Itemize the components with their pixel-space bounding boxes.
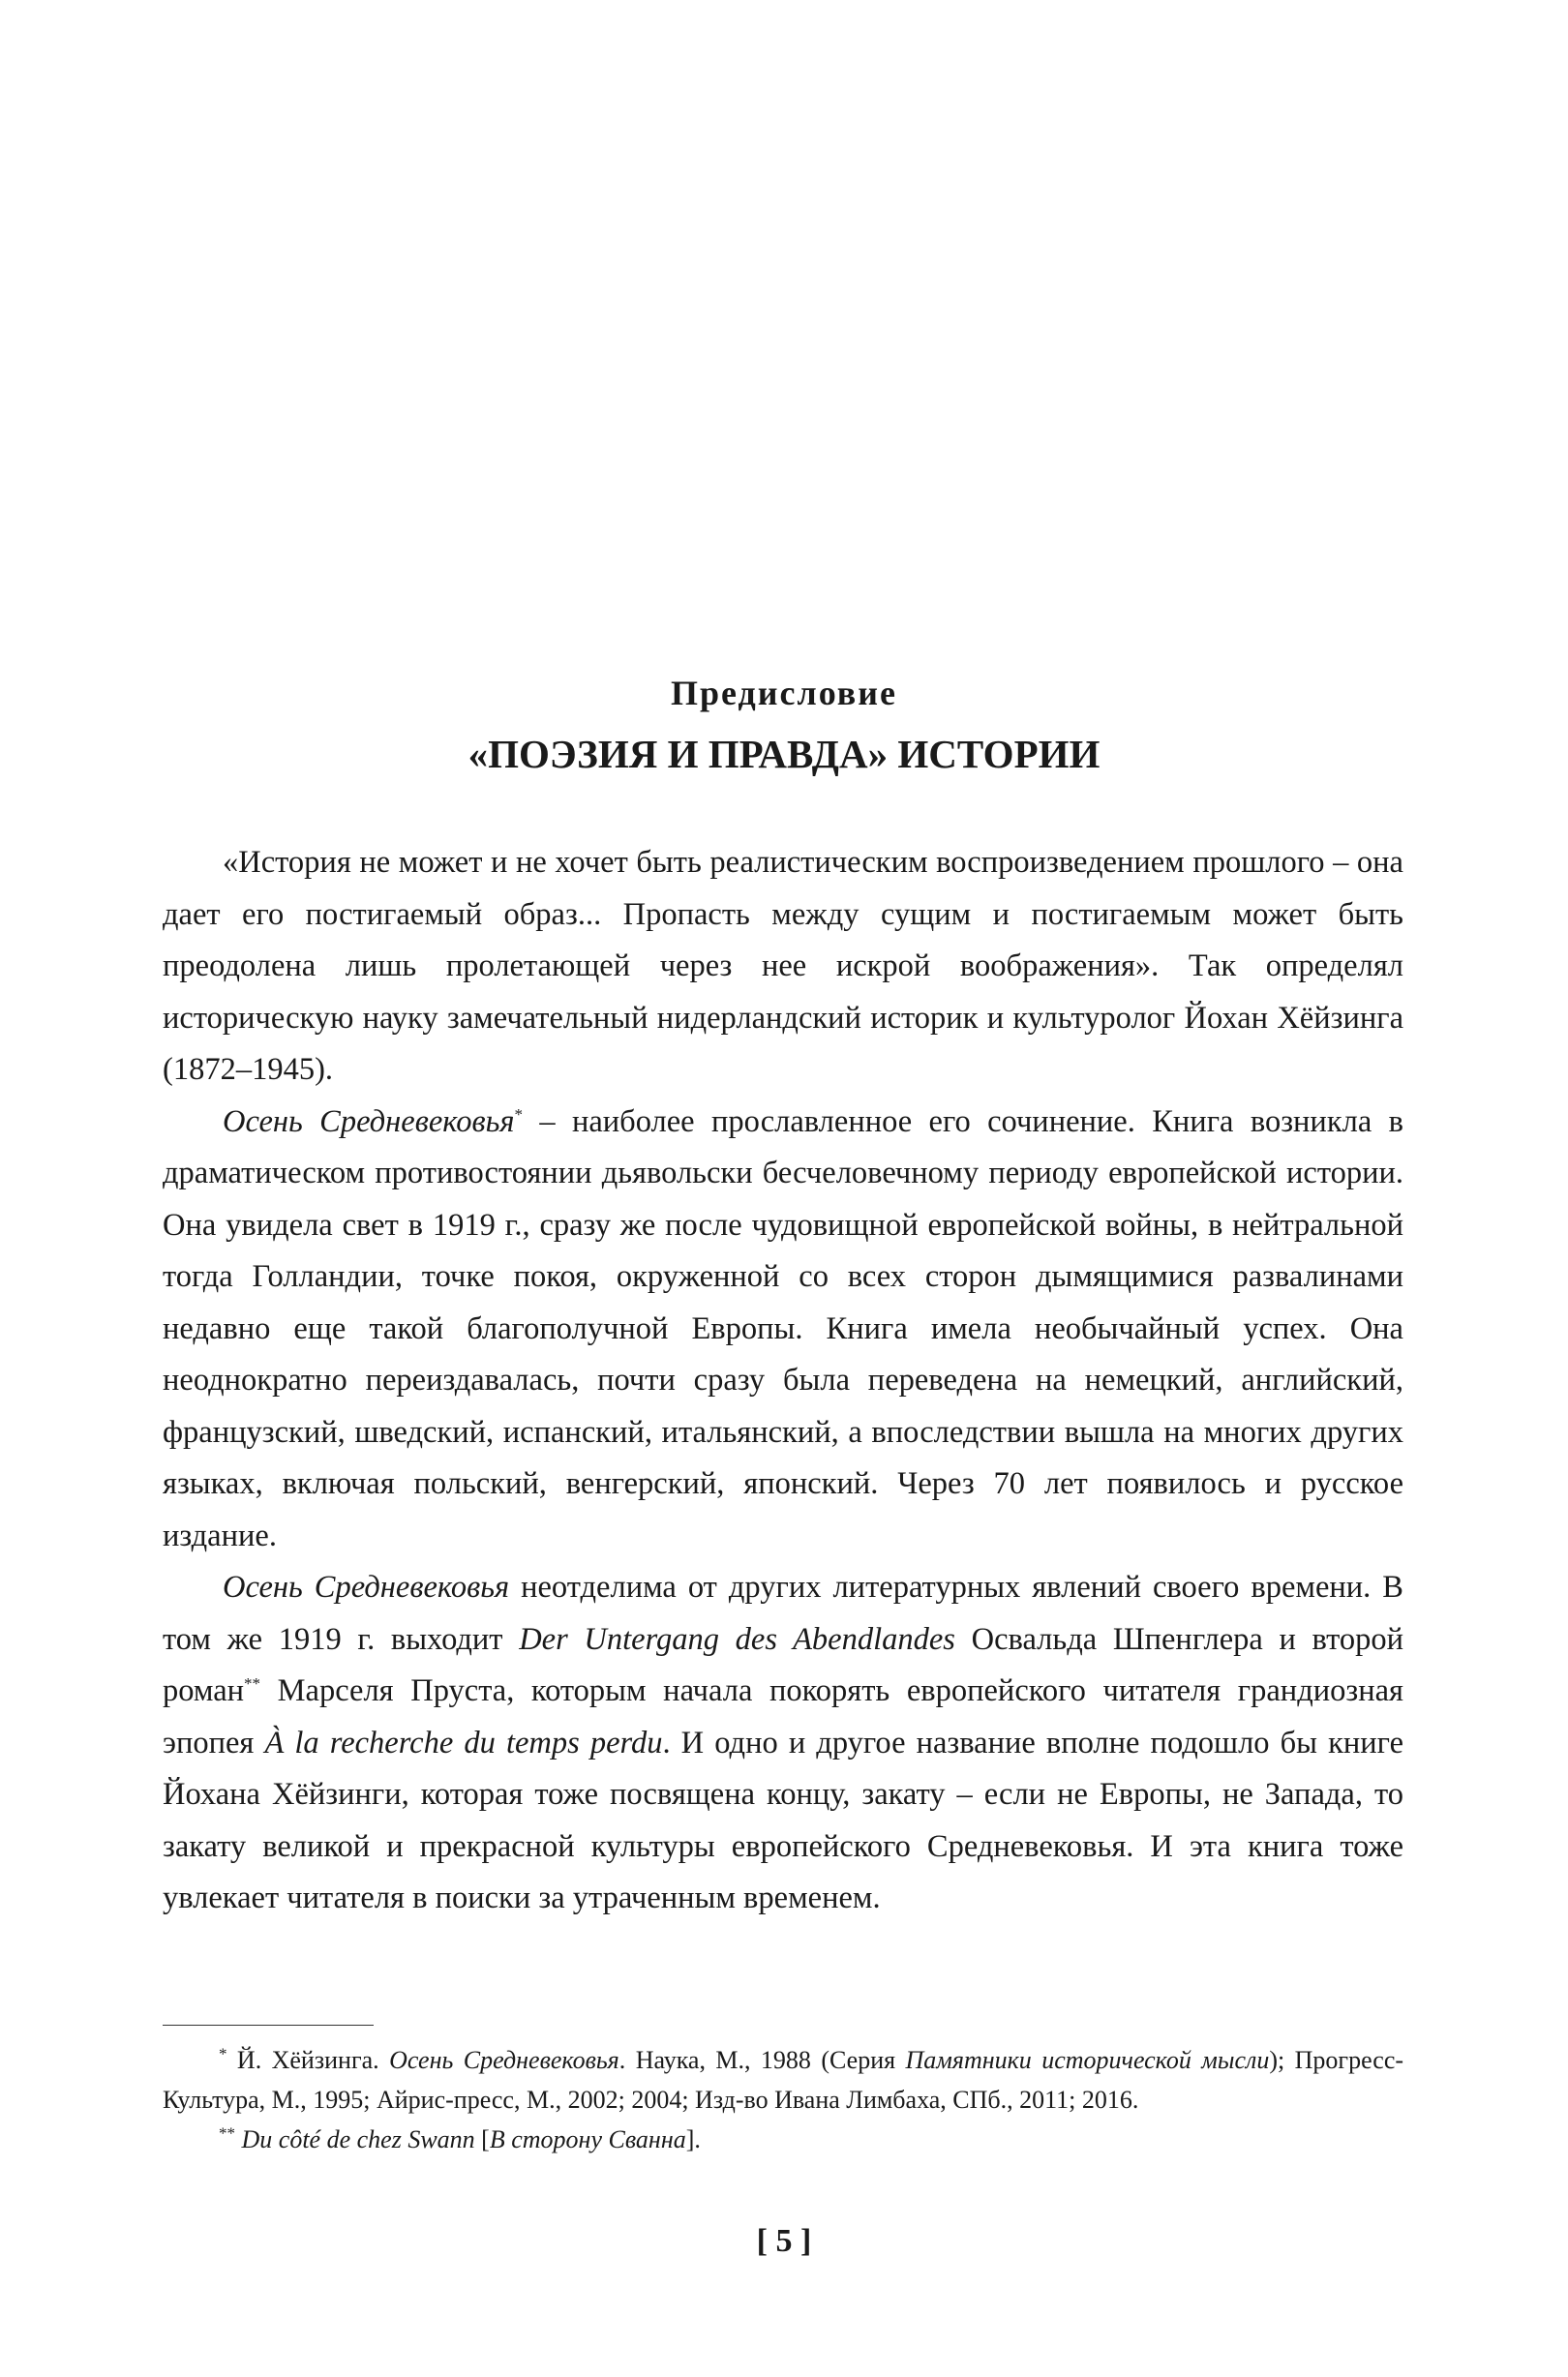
footnote-1-text-b: . Наука, М., 1988 (Серия [618, 2046, 906, 2074]
footnote-2-translation: В сторону Сванна [489, 2125, 686, 2153]
paragraph-3-text-b: Освальда Шпенглера и второй роман [163, 1621, 1403, 1708]
footnotes [163, 2040, 1403, 2159]
spengler-title-italic: Der Untergang des Abendlandes [519, 1621, 955, 1657]
footnote-1-title: Осень Средневековья [389, 2046, 619, 2074]
paragraph-3 [163, 1562, 1403, 1925]
footnote-2-text-b: ]. [685, 2125, 701, 2153]
footnote-1-series: Памятники исторической мысли [905, 2046, 1270, 2074]
book-title-italic: Осень Средневековья [223, 1570, 510, 1605]
footnote-2-title: Du côté de chez Swann [241, 2125, 475, 2153]
footnote-ref-2[interactable]: ** [244, 1674, 261, 1694]
proust-title-italic: À la recherche du temps perdu [264, 1725, 663, 1760]
footnote-2 [163, 2120, 1403, 2159]
body-text [163, 837, 1403, 1925]
footnote-divider [163, 2025, 374, 2026]
footnote-2-mark: ** [219, 2123, 235, 2143]
section-kicker: Предисловие [671, 674, 897, 712]
paragraph-1: «История не может и не хочет быть реалистическим воспроизведением прошлого – она дает его постигаемый образ... Пропасть между сущим и постигаемым может быть преодолена лишь пролетающей через нее искрой воображения». Так определял историческую науку замечательный нидерландский историк и культуролог Йохан Хёйзинга (1872–1945). [163, 845, 1403, 1087]
footnote-1-text-c: ); Прогресс-Культура, М., 1995; Айрис-пресс, М., 2002; 2004; Изд-во Ивана Лимбаха, СПб., 2011; 2016. [163, 2046, 1404, 2114]
paragraph-2-text: – наиболее прославленное его сочинение. Книга возникла в драматическом противостоянии дьявольски бесчеловечному периоду европейской истории. Она увидела свет в 1919 г., сразу же после чудовищной европейской войны, в нейтральной тогда Голландии, точке покоя, окруженной со всех сторон дымящимися развалинами недавно еще такой благополучной Европы. Книга имела необычайный успех. Она неоднократно переиздавалась, почти сразу была переведена на немецкий, английский, французский, шведский, испанский, итальянский, а впоследствии вышла на многих других языках, включая польский, венгерский, японский. Через 70 лет появилось и русское издание. [163, 1103, 1403, 1553]
page-number: [ 5 ] [756, 2223, 812, 2259]
paragraph-2 [163, 1097, 1403, 1563]
footnote-1 [163, 2040, 1403, 2120]
paragraph-3-text-c: Марселя Пруста, которым начала покорять европейского читателя грандиозная эпопея [163, 1673, 1403, 1760]
paragraph-3-text-d: . И одно и другое название вполне подошло бы книге Йохана Хёйзинги, которая тоже посвящена концу, закату – если не Европы, не Запада, то закату великой и прекрасной культуры европейского Средневековья. И эта книга тоже увлекает читателя в поиски за утраченным временем. [163, 1725, 1403, 1915]
footnote-1-mark: * [219, 2044, 227, 2063]
chapter-title: «ПОЭЗИЯ И ПРАВДА» ИСТОРИИ [467, 732, 1101, 776]
footnote-ref-1[interactable]: * [514, 1104, 523, 1124]
footnote-2-text-a: [ [474, 2125, 490, 2153]
book-title-italic: Осень Средневековья [223, 1103, 515, 1139]
footnote-1-text-a: Й. Хёйзинга. [226, 2046, 390, 2074]
paragraph-3-text-a: неотделима от других литературных явлений своего времени. В том же 1919 г. выходит [163, 1570, 1403, 1657]
